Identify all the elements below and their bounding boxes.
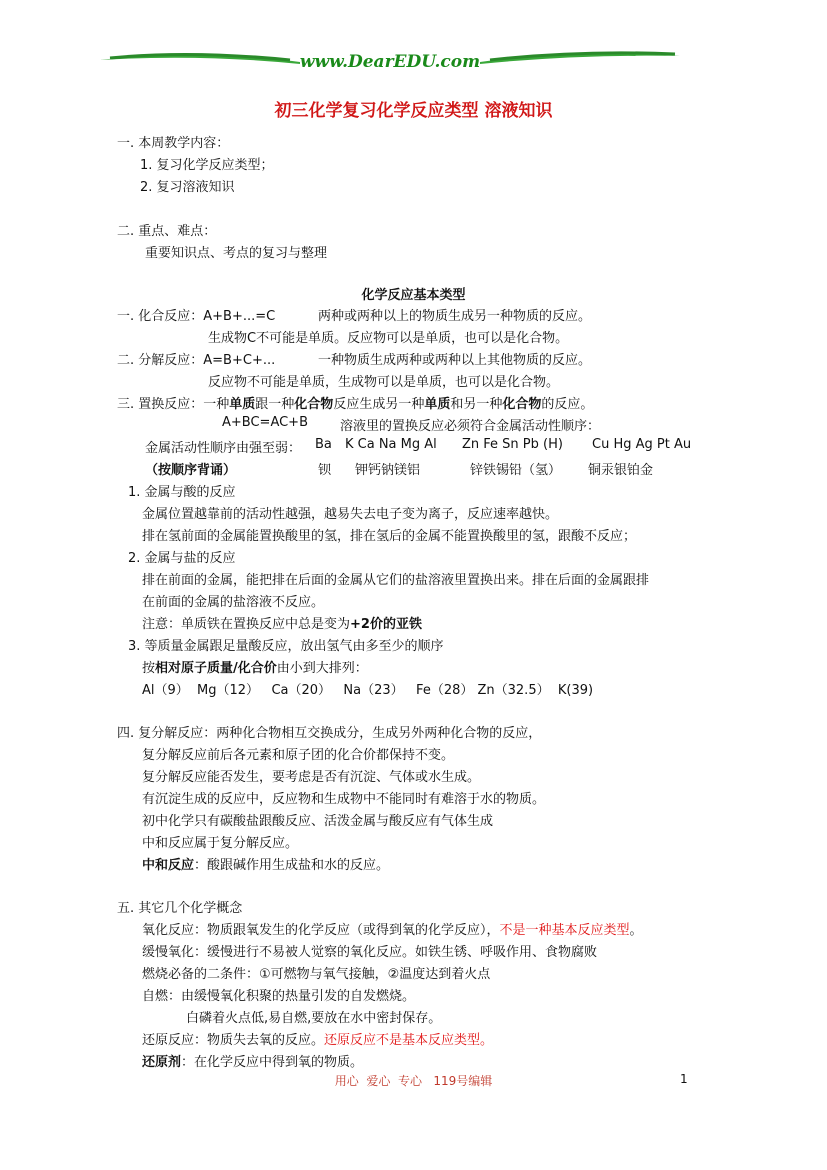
section-subtitle: 化学反应基本类型 <box>361 288 466 303</box>
page-footer: 用心 爱心 专心 119号编辑 <box>334 1074 493 1088</box>
point-3-list: Al（9） Mg（12） Ca（20） Na（23） Fe（28） Zn（32.5） K(39) <box>142 683 594 698</box>
site-logo: www.DearEDU.com <box>299 52 481 72</box>
reaction-2-desc: 一种物质生成两种或两种以上其他物质的反应。 <box>318 353 592 368</box>
section-1-heading: 一. 本周教学内容： <box>117 136 230 151</box>
activity-order-label: 金属活动性顺序由强至弱： <box>145 441 302 456</box>
metal-symbol: Zn Fe Sn Pb (H) <box>462 437 563 452</box>
reaction-3-equation-desc: 溶液里的置换反应必须符合金属活动性顺序： <box>340 419 601 434</box>
section-5-heading: 五. 其它几个化学概念 <box>117 901 243 916</box>
reaction-3-def: 三. 置换反应：一种单质跟一种化合物反应生成另一种单质和另一种化合物的反应。 <box>117 397 594 412</box>
section-2-body: 重要知识点、考点的复习与整理 <box>145 246 328 261</box>
slow-oxidation-def: 缓慢氧化：缓慢进行不易被人觉察的氧化反应。如铁生锈、呼吸作用、食物腐败 <box>142 945 598 960</box>
point-1-line: 金属位置越靠前的活动性越强，越易失去电子变为离子，反应速率越快。 <box>142 507 559 522</box>
neutralization-def: 中和反应：酸跟碱作用生成盐和水的反应。 <box>142 858 390 873</box>
page-number: 1 <box>680 1072 688 1086</box>
combustion-conditions: 燃烧必备的二条件：①可燃物与氧气接触，②温度达到着火点 <box>142 967 491 982</box>
reaction-1-note: 生成物C不可能是单质。反应物可以是单质，也可以是化合物。 <box>208 331 569 346</box>
reaction-4-line: 复分解反应前后各元素和原子团的化合价都保持不变。 <box>142 748 455 763</box>
metal-symbol: Cu Hg Ag Pt Au <box>592 437 692 452</box>
spontaneous-combustion-def: 自燃：由缓慢氧化积聚的热量引发的自发燃烧。 <box>142 989 416 1004</box>
point-2-line: 排在前面的金属，能把排在后面的金属从它们的盐溶液里置换出来。排在后面的金属跟排 <box>142 573 650 588</box>
point-2-line: 在前面的金属的盐溶液不反应。 <box>142 595 325 610</box>
reaction-4-heading: 四. 复分解反应：两种化合物相互交换成分，生成另外两种化合物的反应， <box>117 726 542 741</box>
header-banner <box>100 40 680 80</box>
reaction-3-equation: A+BC=AC+B <box>222 415 308 430</box>
reaction-2-label: 二. 分解反应：A=B+C+... <box>117 353 276 368</box>
point-3-title: 3. 等质量金属跟足量酸反应，放出氢气由多至少的顺序 <box>128 639 444 654</box>
metal-name: 铜汞银铂金 <box>588 463 654 478</box>
reaction-2-note: 反应物不可能是单质，生成物可以是单质，也可以是化合物。 <box>208 375 560 390</box>
reaction-1-label: 一. 化合反应：A+B+...=C <box>117 309 276 324</box>
reduction-def: 还原反应：物质失去氧的反应。还原反应不是基本反应类型。 <box>142 1033 494 1048</box>
reducing-agent-def: 还原剂：在化学反应中得到氧的物质。 <box>142 1055 364 1070</box>
reaction-4-line: 中和反应属于复分解反应。 <box>142 836 299 851</box>
point-1-line: 排在氢前面的金属能置换酸里的氢，排在氢后的金属不能置换酸里的氢，跟酸不反应； <box>142 529 637 544</box>
list-item: 2. 复习溶液知识 <box>140 180 235 195</box>
oxidation-def: 氧化反应：物质跟氧发生的化学反应（或得到氧的化学反应），不是一种基本反应类型。 <box>142 923 643 938</box>
metal-name: 钾钙钠镁铝 <box>355 463 421 478</box>
reaction-4-line: 复分解反应能否发生，要考虑是否有沉淀、气体或水生成。 <box>142 770 481 785</box>
iron-note: 注意：单质铁在置换反应中总是变为+2价的亚铁 <box>142 617 422 632</box>
metal-symbol: K Ca Na Mg Al <box>345 437 437 452</box>
page-title: 初三化学复习化学反应类型 溶液知识 <box>274 101 553 121</box>
metal-name: 锌铁锡铅（氢） <box>470 463 562 478</box>
reaction-1-desc: 两种或两种以上的物质生成另一种物质的反应。 <box>318 309 592 324</box>
metal-symbol: Ba <box>315 437 332 452</box>
list-item: 1. 复习化学反应类型； <box>140 158 274 173</box>
point-3-rule: 按相对原子质量/化合价由小到大排列： <box>142 661 368 676</box>
point-2-title: 2. 金属与盐的反应 <box>128 551 236 566</box>
reaction-4-line: 有沉淀生成的反应中，反应物和生成物中不能同时有难溶于水的物质。 <box>142 792 546 807</box>
reaction-4-line: 初中化学只有碳酸盐跟酸反应、活泼金属与酸反应有气体生成 <box>142 814 494 829</box>
section-2-heading: 二. 重点、难点： <box>117 224 217 239</box>
recite-note: （按顺序背诵） <box>145 463 237 478</box>
white-phosphorus-note: 白磷着火点低,易自燃,要放在水中密封保存。 <box>186 1011 442 1026</box>
metal-name: 钡 <box>318 463 332 478</box>
point-1-title: 1. 金属与酸的反应 <box>128 485 236 500</box>
